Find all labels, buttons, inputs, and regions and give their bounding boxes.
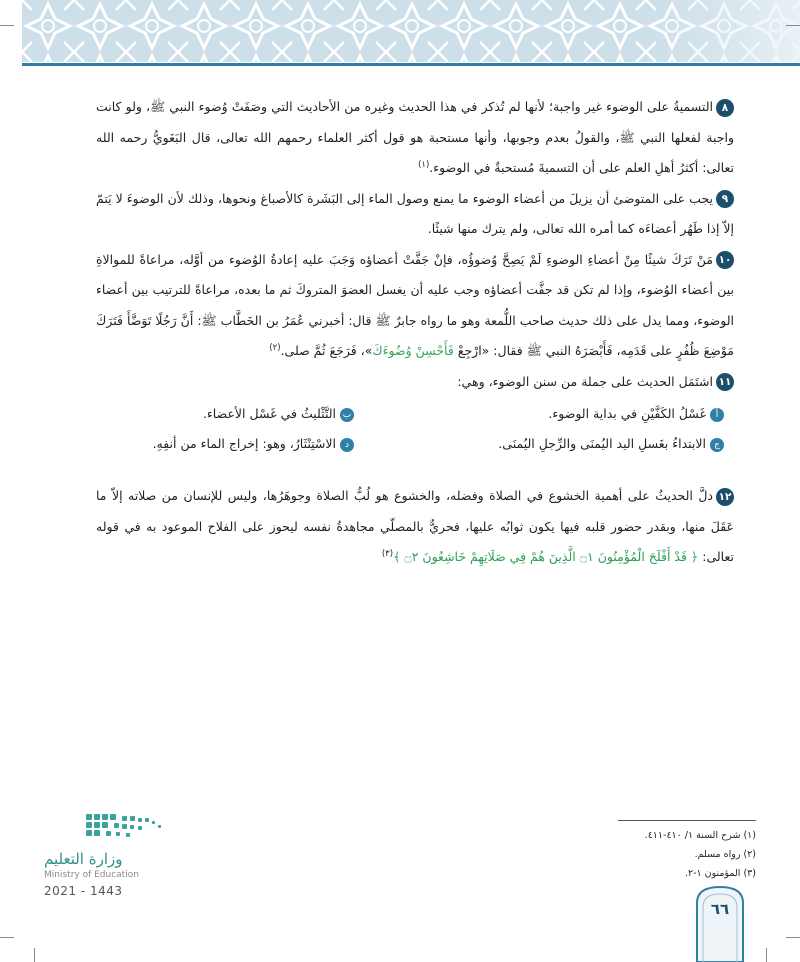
page-number-tab-icon [695, 885, 745, 962]
list-item-text: الابتداءُ بغَسلِ اليد اليُمنَى والرِّجلِ اليُمنَى. [498, 436, 706, 451]
paragraph-number: ١٢ [716, 488, 734, 506]
geometric-pattern-icon [22, 0, 800, 62]
list-item [153, 429, 354, 460]
footnote-ref[interactable]: (٢) [269, 342, 281, 353]
paragraph-line: قال: أخبرني عُمَرُ بن الخَطَّاب ﷺ: أَنَّ رَجُلًا تَوَضَّأَ فَتَرَكَ مَوْضِعَ ظُفُرٍ على قَدَمِه، فَأَبْصَرَهُ النبي ﷺ فقال: «ارْجِعْ [96, 312, 734, 358]
paragraph-number: ١٠ [716, 251, 734, 269]
paragraph-line: الله تعالى، قال البَغَويُّ رحمه الله تعالى: أكثرُ أهلِ العلم على أن التسميةَ مُستحبةٌ في الوضوء. [96, 129, 734, 175]
paragraph-line: النبي ﷺ، ولو كانت واجبة لفعلها النبي ﷺ، والقولُ بعدم وجوبها، وأنها مستحبة هو قول أكثر العلماء رحمهم [96, 99, 735, 145]
paragraph-12 [96, 481, 734, 573]
paragraph-line: دلَّ الحديثُ على أهمية الخشوع في الصلاة وفضله، والخشوع هو لُبُّ الصلاة وجوهَرُها، وليس للإنسان من [161, 488, 713, 503]
paragraph-line: بعده، مراعاةً للترتيب بين أعضاء الوضوء، ومما يدل على ذلك حديث صاحب اللُّمعة وهو ما رواه جابرٌ ﷺ [96, 282, 735, 328]
main-content [96, 92, 734, 573]
crop-mark [786, 937, 800, 938]
footnote-ref[interactable]: (٣) [381, 548, 394, 559]
page-number: ٦٦ [710, 900, 730, 918]
list-item-text: غَسْلُ الكَفَّيْنِ في بداية الوضوء. [548, 406, 706, 421]
paragraph-line: مَنْ تَرَكَ شيئًا مِنْ أعضاءِ الوضوءِ لَمْ يَصِحَّ وُضوؤُه، فإنْ جَفَّتْ أعضاؤه وَجَبَ عليه إعادةُ الوُضوء من أوَّله، [179, 251, 713, 267]
list-letter: ب [340, 408, 354, 422]
crop-mark [34, 948, 35, 962]
paragraph-line: »، فَرَجَعَ ثُمَّ صلى. [280, 343, 373, 358]
list-item-text: الاسْتِنْثَارُ، وهو: إخراج الماء من أنفِهِ. [152, 436, 336, 451]
list-item [203, 399, 354, 430]
ministry-logo-icon [42, 812, 182, 852]
header-rule [22, 63, 800, 66]
edition-year: 2021 - 1443 [44, 884, 123, 898]
paragraph-number: ٩ [716, 190, 734, 208]
paragraph-line: مراعاةً للموالاةِ بين أعضاء الوُضوء، وإذا لم تكن قد جفَّت أعضاؤه وجب عليه أن يغسل العضوَ المتروكَ ثم ما [96, 251, 735, 297]
header-pattern-band [22, 0, 800, 62]
paragraph-line: الوضوءَ لا يَتمّ إلاّ إذا طَهُر أعضاءَه كما أمره الله تعالى، ولم يترك منها شيئًا. [96, 190, 734, 236]
hadith-quote: فَأَحْسِنْ وُضُوءَكَ [372, 343, 454, 358]
paragraph-line: الفلاح الموعود به في قوله تعالى: [96, 518, 734, 564]
paragraph-9 [96, 184, 734, 245]
crop-mark [786, 25, 800, 26]
list-letter: أ [710, 408, 724, 422]
footnote-rule [618, 820, 756, 821]
footnotes [560, 826, 756, 883]
footnote-item: (٢) رواه مسلم. [694, 849, 756, 860]
list-letter: ج [710, 438, 724, 452]
crop-mark [0, 25, 14, 26]
paragraph-line: صلاته إلاّ ما عَقَلَ منها، وبقدر حضور قلبه فيها يكون ثوابُه عليها، فحريٌّ بالمصلّي مجاهدةُ نفسه ليحوز على [96, 488, 734, 534]
crop-mark [766, 948, 767, 962]
paragraph-number: ٨ [716, 99, 734, 117]
footnote-ref[interactable]: (١) [418, 159, 430, 170]
quran-verse: ﴿ قَدْ أَفْلَحَ الْمُؤْمِنُونَ ۝١ الَّذِينَ هُمْ فِي صَلَاتِهِمْ خَاشِعُونَ ۝٢ ﴾ [393, 549, 699, 564]
ministry-name-arabic: وزارة التعليم [44, 850, 123, 868]
paragraph-line: اشتَمَل الحديث على جملة من سنن الوضوء، وهي: [457, 373, 713, 389]
ministry-name-english: Ministry of Education [44, 870, 139, 880]
paragraph-line: التسميةُ على الوضوء غير واجبة؛ لأنها لم تُذكر في هذا الحديث وغيره من الأحاديث التي وصَفَتْ وُضوء [198, 99, 713, 114]
footnote-item: (١) شرح السنة ١/ ٤١٠-٤١١. [644, 830, 756, 841]
paragraph-11 [96, 367, 734, 398]
paragraph-10 [96, 245, 734, 367]
list-item-text: التَّثْليثُ في غَسْل الأعضاء. [202, 406, 336, 421]
footnote-item: (٣) المؤمنون ١-٢. [684, 868, 756, 879]
paragraph-8 [96, 92, 734, 184]
crop-mark [0, 937, 14, 938]
list-letter: د [340, 438, 354, 452]
sunnah-list [96, 399, 734, 459]
paragraph-line: يجب على المتوضئ أن يزيلَ من أعضاء الوضوء ما يمنع وصول الماء إلى البَشَرة كالأصباغ ونحوها، وذلك لأن [167, 190, 713, 206]
paragraph-number: ١١ [716, 373, 734, 391]
list-item [498, 429, 724, 460]
list-item [548, 399, 724, 430]
